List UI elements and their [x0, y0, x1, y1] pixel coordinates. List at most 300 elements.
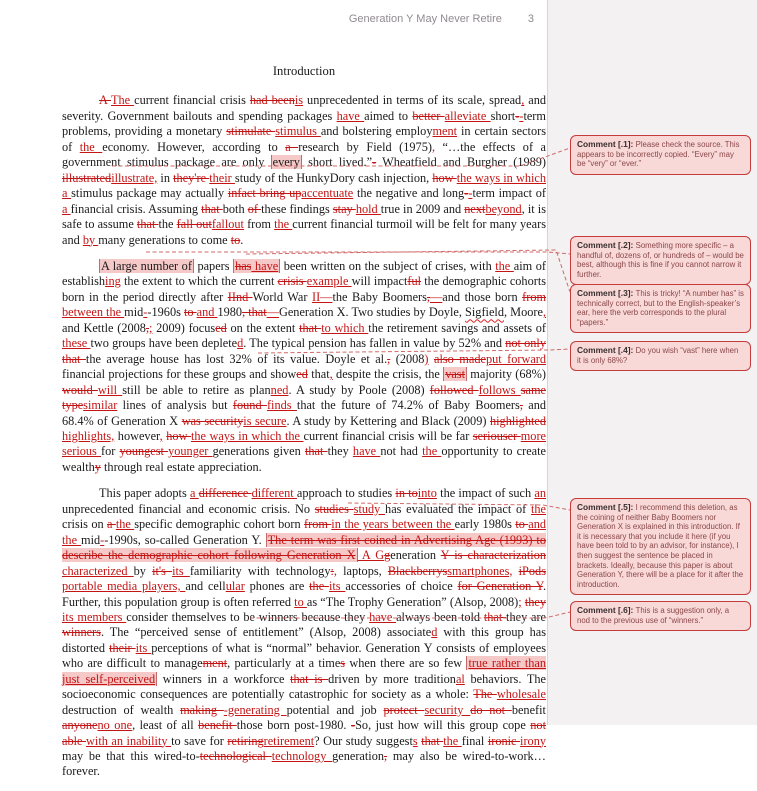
deleted-text: , [426, 289, 430, 304]
text-run: mid [81, 532, 101, 547]
inserted-text: alleviate [444, 108, 491, 123]
deleted-text: that [136, 217, 159, 232]
text-run: and cell [185, 579, 226, 594]
deleted-text: s [340, 656, 346, 671]
inserted-text: its [172, 563, 190, 578]
text-run: been written on the subject of crises, with [280, 258, 496, 273]
text-run: the [158, 217, 177, 232]
text-run: behaviors. The socioeconomic consequences are potentially catastrophic for society as a whole: [62, 671, 546, 702]
inserted-text: ment [432, 124, 458, 139]
paragraph[interactable] [62, 486, 546, 780]
text-run: -1960s [147, 305, 184, 320]
inserted-text: and [196, 305, 218, 320]
deleted-text: , [145, 320, 150, 335]
inserted-text: these [62, 336, 91, 351]
deleted-text: they're [173, 170, 210, 185]
deleted-text: crisis [277, 274, 307, 289]
text-run: has evaluated the impact of [385, 501, 531, 516]
inserted-text: ; [149, 320, 153, 335]
text-run: the impact of such [436, 486, 535, 501]
text-run: economy. However, according to [102, 139, 286, 154]
text-run: by [133, 563, 153, 578]
deleted-text: not only that [62, 336, 546, 366]
deleted-text: in to [395, 486, 418, 501]
deleted-text: had been [249, 93, 295, 108]
text-run: 2009) focus [152, 320, 216, 335]
text-run: financial crisis. Assuming [70, 201, 202, 216]
deleted-text: , [387, 351, 391, 366]
comment-text: Please check the source. This appears to be incorrectly copied. “Every” may be “very” or “ever.” [577, 140, 740, 169]
inserted-text: the [115, 517, 135, 532]
deleted-text: IInd [227, 289, 253, 304]
inserted-text: - [143, 305, 148, 320]
text-run: despite the crisis, the [332, 367, 444, 382]
inserted-text: security [424, 702, 471, 717]
text-run: papers [193, 258, 234, 273]
deleted-text: do not [470, 702, 512, 717]
deleted-text: of [247, 201, 262, 216]
text-run: current financial crisis will be far [303, 428, 473, 443]
inserted-text: the [79, 139, 103, 154]
text-run: may also be wired-to-work…forever. [62, 749, 546, 779]
text-run: final [461, 733, 488, 748]
text-run: generations given [212, 444, 305, 459]
inserted-text: beyond [485, 201, 522, 216]
text-run: and severity. Government bailouts and spending packages [62, 93, 547, 123]
text-run: , least of all [132, 718, 199, 733]
inserted-text: — [266, 305, 279, 320]
inserted-text: a [62, 201, 71, 216]
inserted-text: will [97, 382, 123, 397]
text-run: when there are so few [345, 656, 467, 671]
text-run: the negative and long [353, 186, 465, 201]
deleted-text: ed [215, 320, 227, 335]
inserted-text: , [542, 305, 547, 320]
inserted-text: have [369, 609, 397, 624]
inserted-text: stimulus [275, 124, 321, 139]
comment-text: This is a suggestion only, a nod to the previous use of “winners.” [577, 606, 730, 625]
section-heading: Introduction [272, 64, 336, 78]
inserted-text: to [294, 594, 307, 609]
deleted-text: ful [407, 274, 422, 289]
text-run: ? Our study suggest [314, 733, 413, 748]
deleted-text: - [372, 155, 377, 170]
text-run: unprecedented financial and economic crisis. No [62, 501, 315, 516]
comment-box[interactable] [570, 341, 751, 371]
text-run: the extent to which the current [120, 274, 278, 289]
deleted-text: illustrated [62, 170, 112, 185]
deleted-text: ment [202, 656, 228, 671]
deleted-text: would [62, 382, 98, 397]
text-run: still be able to retire as plan [122, 382, 271, 397]
inserted-text: fallout [211, 217, 244, 232]
deleted-text: better [412, 108, 445, 123]
inserted-text: - [519, 108, 524, 123]
text-run: driven by more tradition [328, 671, 456, 686]
comment-text: I recommend this deletion, as the coining of neither Baby Boomers nor Generation X is explained in this introduction. If it is necessary that you include it here (if you have been told to by an advisor, for instance), I then suggest the sentence be placed in brackets. Ideally, because this paper is about Generation Y, there will be a place for it after the introduction. [577, 503, 744, 589]
deleted-text: protect [383, 702, 425, 717]
deleted-text: how [432, 170, 457, 185]
text-run: research by Field (1975) [298, 139, 432, 154]
inserted-text: put forward [485, 351, 547, 366]
inserted-text: the [443, 733, 462, 748]
deleted-text: , that [242, 305, 267, 320]
inserted-text: ) [424, 351, 429, 366]
inserted-text: the ways in which the [190, 428, 304, 443]
inserted-text: is secure [243, 413, 287, 428]
text-run: destruction of wealth [62, 702, 181, 717]
text-run: laptops, [336, 563, 388, 578]
inserted-text: similar [83, 398, 118, 413]
deleted-text: that [483, 609, 507, 624]
text-run: . The “perceived sense of entitlement” (Alsop, 2008) associate [100, 625, 432, 640]
inserted-text: its members [62, 609, 127, 624]
text-run: they [327, 444, 353, 459]
inserted-text: have [352, 444, 381, 459]
text-run: true in 2009 and [380, 201, 465, 216]
text-run: -1990s, so-called Generation Y. [104, 532, 266, 547]
deleted-text: difference [198, 486, 252, 501]
text-run: So, just how will this group cope [355, 718, 531, 733]
text-run: , particularly at a time [227, 656, 341, 671]
deleted-text: they [524, 594, 546, 609]
inserted-text: the [274, 217, 293, 232]
text-run: . [240, 232, 244, 247]
text-run: mid [124, 305, 144, 320]
inserted-text: example [306, 274, 352, 289]
deleted-text: it's [152, 563, 173, 578]
comment-box[interactable] [570, 236, 751, 285]
paragraph[interactable] [62, 259, 546, 475]
text-run: many generations to come [98, 232, 231, 247]
header-page-number: 3 [527, 13, 534, 25]
deleted-text: for Generation Y [457, 579, 543, 594]
inserted-text: d [431, 625, 438, 640]
text-run: however [114, 428, 160, 443]
comment-label: Comment [.4]: [577, 345, 636, 355]
comment-label: Comment [.6]: [577, 605, 636, 615]
comment-box[interactable] [570, 135, 751, 175]
inserted-text: technology [271, 749, 333, 764]
text-run: both [222, 201, 248, 216]
deleted-text: from [304, 517, 332, 532]
text-run: consider themselves to be winners because they [126, 609, 370, 624]
inserted-text: finds [266, 398, 297, 413]
inserted-text: accentuate [301, 186, 354, 201]
inserted-text: highlights, [62, 428, 115, 443]
deleted-text: , [519, 398, 523, 413]
comment-text: This is tricky! “A number has” is technically correct, but to the English-speaker’s ear, here the verb corresponds to the plural “papers.” [577, 289, 744, 327]
deleted-text: to [515, 517, 529, 532]
deleted-text: that is [290, 671, 329, 686]
inserted-text: is [294, 93, 304, 108]
deleted-text: to [183, 305, 197, 320]
deleted-text: stay [332, 201, 356, 216]
text-run: term problems, providing a monetary [62, 108, 546, 139]
inserted-text: between the [62, 305, 125, 320]
text-run: opportunity to create wealth [62, 444, 546, 474]
comment-anchor-text: every [272, 155, 300, 170]
inserted-text: in the years between the [331, 517, 455, 532]
deleted-text: from [522, 289, 547, 304]
deleted-text: same type [62, 382, 546, 413]
deleted-text: ironic [487, 733, 521, 748]
inserted-text: to which [321, 320, 369, 335]
inserted-text: and the [62, 517, 547, 547]
deleted-text: not able [62, 718, 546, 748]
deleted-text: benefit [198, 718, 237, 733]
inserted-text: study [353, 501, 386, 516]
text-run: the demographic cohorts born in the period directly after [62, 274, 547, 304]
deleted-text: the [309, 579, 329, 594]
deleted-text: Blackberrys [387, 563, 448, 578]
inserted-text: illustrate, [111, 170, 158, 185]
comment-anchor-text: has [235, 258, 252, 273]
text-run: aim of establish [62, 258, 546, 289]
deleted-text: retiring [227, 733, 264, 748]
text-run: may be that this wired-to- [62, 749, 200, 764]
text-run: potential and job [286, 702, 384, 717]
text-run: crisis on [62, 517, 107, 532]
deleted-text: found [232, 398, 267, 413]
deleted-text: technological [199, 749, 272, 764]
text-run: those born post-1980. [236, 718, 351, 733]
text-run: generation [332, 749, 385, 764]
deleted-text: winners [62, 625, 101, 640]
inserted-text: younger [168, 444, 213, 459]
comment-label: Comment [.3]: [577, 288, 636, 298]
text-run: financial projections for these groups and show [62, 367, 297, 382]
deleted-text: infact bring up [227, 186, 302, 201]
deleted-text: - [464, 186, 469, 201]
text-run: short [490, 108, 516, 123]
text-run: through real estate appreciation. [100, 459, 262, 474]
comment-text: Something more specific – a handful of, dozens of, or hundreds of – would be best, although this is fine if you cannot narrow it further. [577, 241, 744, 279]
deleted-text: The [473, 687, 497, 702]
inserted-text: , [159, 428, 163, 443]
text-run: the average house has lost 32% of its value. Doyle et al. [85, 351, 388, 366]
text-run: specific demographic cohort born [134, 517, 305, 532]
inserted-text: the [495, 258, 514, 273]
inserted-text: the ways in which a [62, 170, 547, 201]
text-run: current financial turmoil will be felt for many years and [62, 217, 546, 247]
text-run: in certain sectors of [62, 124, 546, 154]
deleted-text: - [350, 718, 356, 733]
text-run: stimulus package may actually [71, 186, 228, 201]
inserted-text: — [430, 289, 443, 304]
deleted-text: Y is characterization [440, 548, 546, 563]
inserted-text: - [100, 532, 105, 547]
text-run: accessories of choice [345, 579, 458, 594]
text-run: the retirement savings and assets of [368, 320, 547, 335]
text-run: in [157, 170, 174, 185]
deleted-text: to [230, 232, 241, 247]
text-run: two groups have been deplete [90, 336, 238, 351]
header-title: Generation Y May Never Retire [348, 13, 502, 25]
comment-label: Comment [.2]: [577, 240, 636, 250]
text-run: lines of analysis but [117, 398, 233, 413]
text-run: . A study by Poole (2008) [288, 382, 430, 397]
comment-box[interactable] [570, 284, 751, 333]
inserted-text: its [135, 640, 152, 655]
inserted-text: no one [97, 718, 133, 733]
text-run: World War [252, 289, 312, 304]
deleted-text: g [384, 548, 391, 563]
inserted-text: by [82, 232, 99, 247]
inserted-text: retirement [263, 733, 315, 748]
text-run: to save for [171, 733, 228, 748]
text-run: Wheatfield and Burgher (1989) [376, 155, 547, 170]
text-run: these findings [261, 201, 333, 216]
text-run: Generation X. Two studies by Doyle, [278, 305, 466, 320]
inserted-text: , [333, 563, 337, 578]
deleted-text: seriouser [472, 428, 521, 443]
inserted-text: follows [478, 382, 521, 397]
text-run: “…the effects of a government stimulus package are only [62, 139, 546, 170]
inserted-text: the [422, 444, 442, 459]
text-run: , Moore [504, 305, 543, 320]
document-body[interactable] [62, 64, 546, 791]
text-run: unprecedented in terms of its scale, spread [303, 93, 522, 108]
deleted-text: also made [434, 351, 486, 366]
inserted-text: into [417, 486, 437, 501]
text-run: for [101, 444, 120, 459]
inserted-text: II— [311, 289, 333, 304]
inserted-text: smartphones, [447, 563, 513, 578]
text-run: familiarity with technology [189, 563, 331, 578]
comment-anchor-text: have [251, 258, 279, 273]
deleted-text: ed [296, 367, 308, 382]
deleted-text: stimulate [226, 124, 276, 139]
inserted-text: more serious [62, 428, 547, 459]
deleted-text: that [304, 444, 328, 459]
deleted-text: that [299, 320, 322, 335]
inserted-text: ; [518, 594, 522, 609]
text-run: as “The Trophy Generation” (Alsop, 2008) [306, 594, 519, 609]
inserted-text: characterized [62, 563, 134, 578]
paragraph[interactable] [62, 93, 546, 248]
text-run: early 1980s [454, 517, 516, 532]
paragraph-list [62, 93, 546, 779]
text-run: This paper adopts [99, 486, 190, 501]
text-run: aimed to [364, 108, 413, 123]
text-run: (2008 [390, 351, 425, 366]
deleted-text: their [109, 640, 136, 655]
text-run: phones are [244, 579, 310, 594]
inserted-text: with an inability [86, 733, 172, 748]
inserted-text: -generating [223, 702, 287, 717]
text-run: . The typical pension has fallen in value by 52% and [243, 336, 506, 351]
deleted-text: was security [181, 413, 244, 428]
text-run: approach to studies [296, 486, 396, 501]
deleted-text: iPods [518, 563, 546, 578]
inserted-text: , [431, 139, 436, 154]
deleted-text: making [180, 702, 224, 717]
inserted-text: d [237, 336, 244, 351]
inserted-text: different [251, 486, 297, 501]
comment-anchor-text: true rather than just self-perceived [62, 656, 546, 686]
deleted-text: how [166, 428, 191, 443]
inserted-text: an [534, 486, 547, 501]
text-run: on the extent [226, 320, 300, 335]
deleted-text: a [106, 517, 116, 532]
comment-anchor-text: vast [445, 367, 465, 382]
inserted-text: their [209, 170, 235, 185]
inserted-text: the [530, 501, 546, 516]
text-run: will impact [351, 274, 408, 289]
text-run: eneration [390, 548, 441, 563]
deleted-text: studies [314, 501, 354, 516]
text-run: from [243, 217, 275, 232]
text-run: benefit [511, 702, 546, 717]
inserted-text: ing [105, 274, 121, 289]
inserted-text: A G [357, 548, 385, 563]
deleted-text: youngest [119, 444, 169, 459]
deleted-text: a [285, 139, 299, 154]
text-run: study of the HunkyDory cash injection, [234, 170, 433, 185]
text-run: term impact of [472, 186, 546, 201]
deleted-text: - [515, 108, 520, 123]
comment-anchor-text: The term was first coined in Advertising Age (1993) to describe the demographic cohort following Generation X [62, 532, 546, 563]
text-run: . Further, this population group is often referred [62, 579, 547, 609]
text-run: short lived.” [301, 155, 373, 170]
text-run: always been told [396, 609, 484, 624]
text-run: that [307, 367, 330, 382]
inserted-text: its [328, 579, 346, 594]
inserted-text: ned [270, 382, 289, 397]
inserted-text: irony [520, 733, 547, 748]
deleted-text: highlighted [489, 413, 546, 428]
text-run: with this group has distorted [62, 625, 546, 655]
text-run: majority (68%) [467, 367, 547, 382]
inserted-text: have [336, 108, 365, 123]
text-run: that the future of 74.2% of Baby Boomers [296, 398, 520, 413]
comment-text: Do you wish “vast” here when it is only 68%? [577, 346, 739, 365]
inserted-text: , [329, 367, 333, 382]
text-run: perceptions of what is “normal” behavior. Generation Y consists of employees who are difficult to manage [62, 640, 547, 671]
deleted-text: that [201, 201, 223, 216]
deleted-text: , [384, 749, 388, 764]
text-run: they are [506, 609, 546, 624]
page-header [0, 13, 546, 25]
inserted-text: wholesale [496, 687, 546, 702]
deleted-text: anyone [62, 718, 98, 733]
text-run: and 68.4% of Generation X [62, 398, 546, 428]
text-run: current financial crisis [134, 93, 250, 108]
text-run: and bolstering employ [320, 124, 433, 139]
text-run: and those born [442, 289, 523, 304]
text-run: winners in a workforce [157, 671, 291, 686]
text-run: and Kettle (2008 [62, 320, 146, 335]
comment-anchor-text: A large number of [101, 258, 192, 273]
comment-box[interactable] [570, 601, 751, 631]
text-run: , it is safe to assume [62, 201, 546, 232]
inserted-text: - [468, 186, 473, 201]
inserted-text: ular [225, 579, 245, 594]
text-run: not had [380, 444, 423, 459]
comment-label: Comment [.5]: [577, 502, 636, 512]
deleted-text: followed [429, 382, 479, 397]
inserted-text: , [521, 93, 525, 108]
comment-label: Comment [.1]: [577, 139, 636, 149]
inserted-text: a [190, 486, 199, 501]
text-run: . A study by Kettering and Black (2009) [286, 413, 490, 428]
deleted-text: A [99, 93, 111, 108]
deleted-text: y [94, 459, 101, 474]
comment-box[interactable] [570, 498, 751, 595]
inserted-text: al [455, 671, 465, 686]
inserted-text: s [412, 733, 418, 748]
